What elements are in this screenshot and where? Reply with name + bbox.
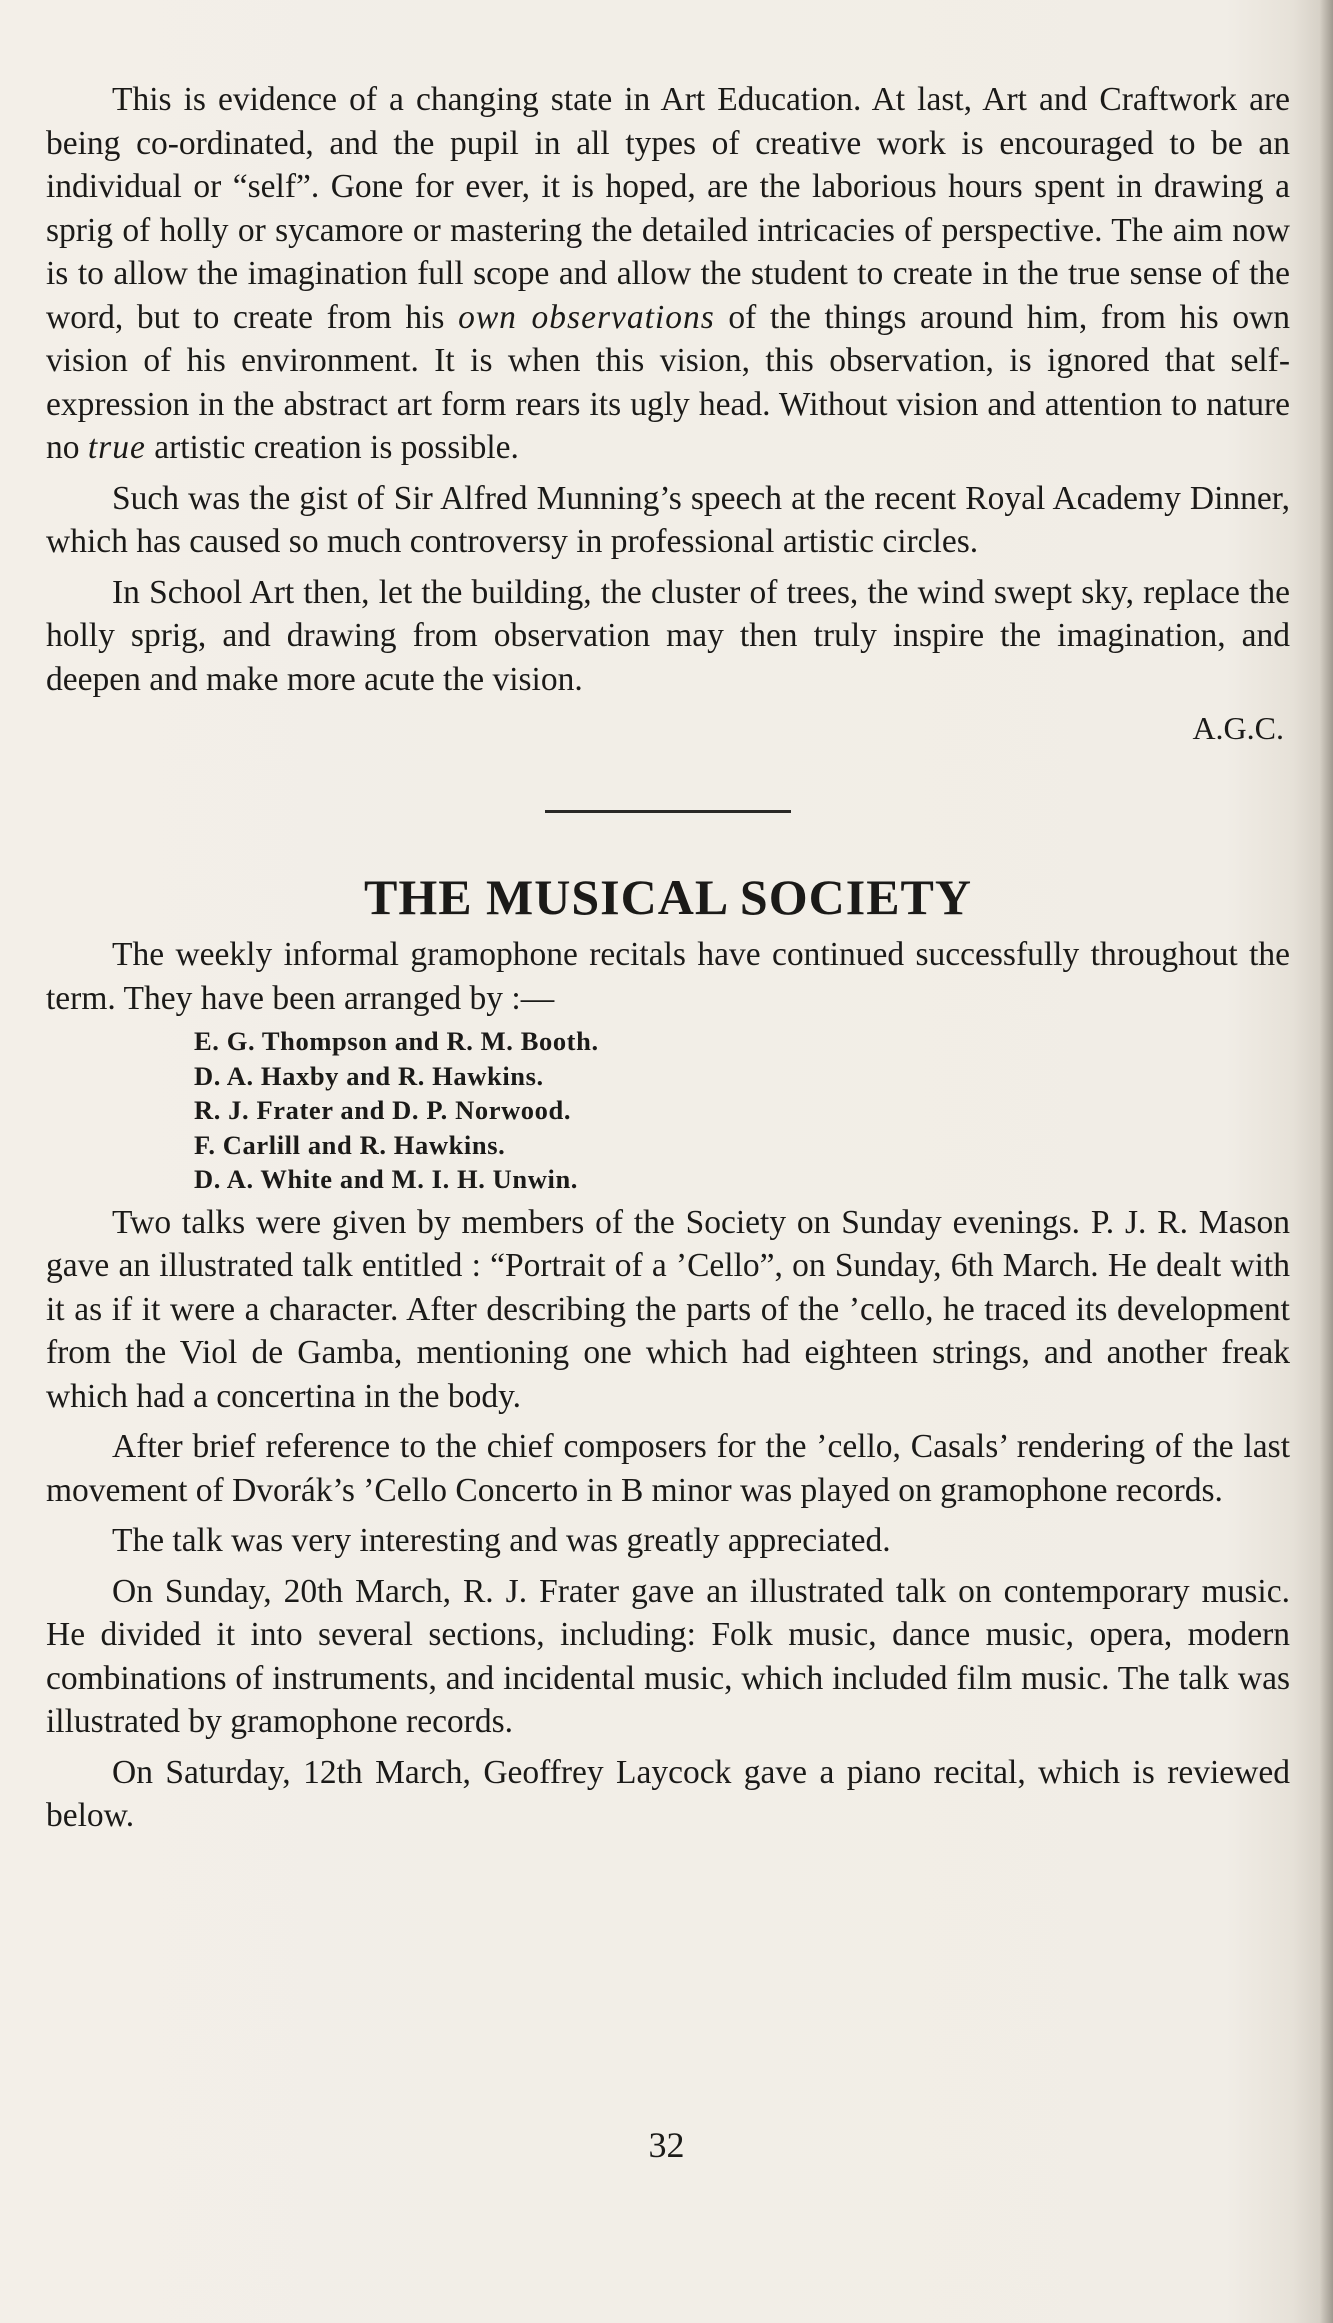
section-heading: THE MUSICAL SOCIETY	[363, 869, 973, 925]
arranger-item: R. J. Frater and D. P. Norwood.	[194, 1095, 572, 1125]
page-edge-shadow	[1319, 0, 1333, 2323]
music-paragraph-5: On Saturday, 12th March, Geoffrey Laycock gave a piano recital, which is reviewed below.	[46, 1753, 1290, 1834]
emphasis-true: true	[87, 429, 146, 466]
article-column	[46, 78, 1290, 1838]
art-paragraph-3: In School Art then, let the building, the cluster of trees, the wind swept sky, replace the holly sprig, and drawing from observation may then truly inspire the imagination, and deepen and make more acute the vision.	[46, 573, 1290, 698]
arranger-item: D. A. Haxby and R. Hawkins.	[194, 1060, 544, 1091]
music-paragraph-1: Two talks were given by members of the Society on Sunday evenings. P. J. R. Mason gave an illustrated talk entitled : “Portrait of a ’Cello”, on Sunday, 6th March. He dealt with it as if it were a character. After describing the parts of the ’cello, he traced its development from the Viol de Gamba, mentioning one which had eighteen strings, and another freak which had a concertina in the body.	[46, 1203, 1290, 1415]
arrangers-list	[194, 1024, 1290, 1197]
art-paragraph-2: Such was the gist of Sir Alfred Munning’s speech at the recent Royal Academy Dinner, which has caused so much controversy in professional artistic circles.	[46, 479, 1290, 560]
arranger-item: F. Carlill and R. Hawkins.	[194, 1129, 506, 1160]
signature: A.G.C.	[1192, 710, 1284, 746]
music-paragraph-2: After brief reference to the chief composers for the ’cello, Casals’ rendering of the last movement of Dvorák’s ’Cello Concerto in B minor was played on gramophone records.	[46, 1428, 1290, 1509]
music-paragraph-4: On Sunday, 20th March, R. J. Frater gave an illustrated talk on contemporary music. He divided it into several sections, including: Folk music, dance music, opera, modern combinations of instruments, and incidental music, which included film music. The talk was illustrated by gramophone records.	[46, 1572, 1290, 1740]
page-number: 32	[648, 2125, 685, 2165]
arranger-item: D. A. White and M. I. H. Unwin.	[194, 1164, 579, 1194]
arranger-item: E. G. Thompson and R. M. Booth.	[194, 1026, 599, 1056]
music-paragraph-3: The talk was very interesting and was greatly appreciated.	[112, 1522, 891, 1559]
section-divider	[545, 810, 791, 813]
emphasis-own-observations: own observations	[458, 298, 715, 336]
art-paragraph-1: This is evidence of a changing state in Art Education. At last, Art and Craftwork are being co-ordinated, and the pupil in all types of creative work is encouraged to be an individual or “self”. Gone for ever, it is hoped, are the laborious hours spent in drawing a sprig of holly or sycamore or mastering the detailed intricacies of perspective. The aim now is to allow the imagination full scope and allow the student to create in the true sense of the word, but to create from his own observations of the things around him, from his own vision of his environment. It is when this vision, this observation, is ignored that self-expression in the abstract art form rears its ugly head. Without vision and attention to nature no true artistic creation is possible.	[46, 81, 1291, 466]
music-intro: The weekly informal gramophone recitals have continued successfully throughout the term. They have been arranged by :—	[46, 936, 1290, 1017]
